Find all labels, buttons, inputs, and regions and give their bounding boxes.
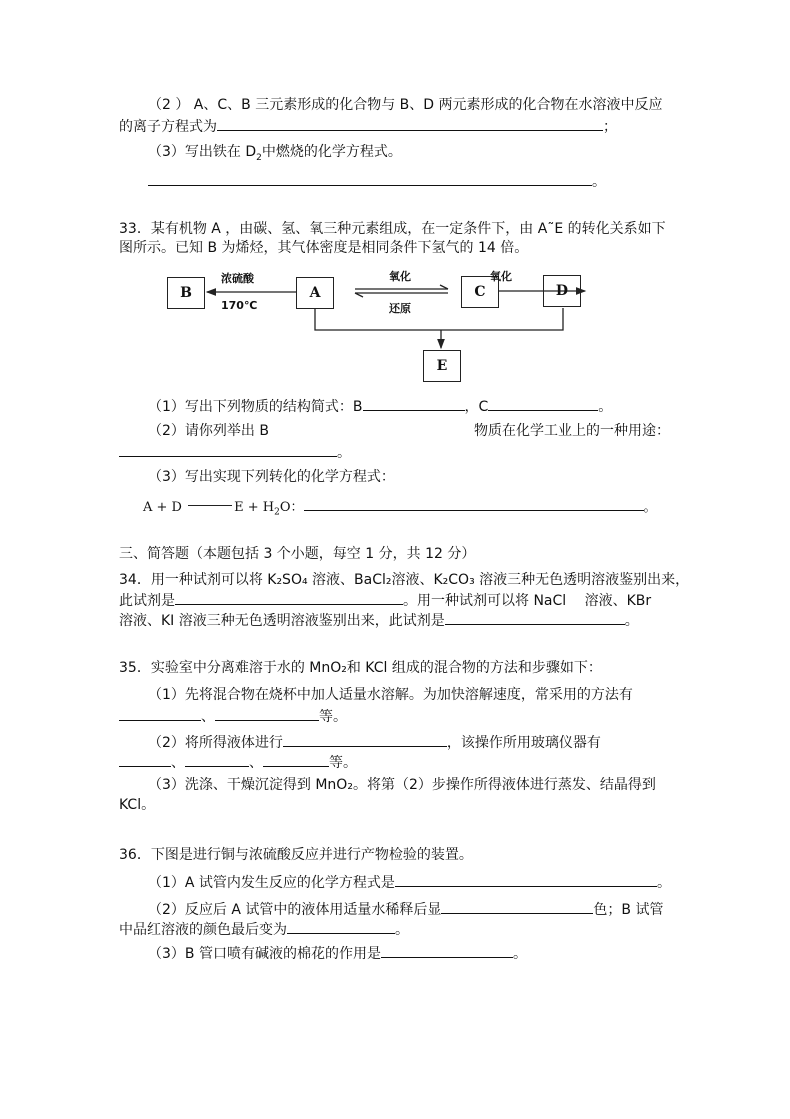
q36-text: 色；B 试管 xyxy=(593,902,664,918)
q34-text: 此试剂是 xyxy=(119,593,175,609)
q34-text: 。用一种试剂可以将 NaCl 溶液、KBr xyxy=(403,593,652,609)
answer-blank-b[interactable] xyxy=(363,396,465,411)
q35-text: ，该操作所用玻璃仪器有 xyxy=(446,735,601,751)
diagram-arrows xyxy=(0,0,790,400)
answer-blank[interactable] xyxy=(175,590,403,605)
subscript: 2 xyxy=(274,507,280,518)
q35-text: 、 xyxy=(249,755,263,771)
answer-blank[interactable] xyxy=(185,752,249,767)
box-d: D xyxy=(543,275,581,307)
equation-text: A + D xyxy=(143,500,182,515)
q35-text: 等。 xyxy=(329,755,357,771)
q35-text: （2）将所得液体进行 xyxy=(148,735,283,751)
equation-text: O： xyxy=(279,500,304,515)
q36-part1 xyxy=(148,872,671,890)
box-c: C xyxy=(461,276,499,308)
q36-part3 xyxy=(148,943,527,961)
q36-line1: 36．下图是进行铜与浓硫酸反应并进行产物检验的装置。 xyxy=(119,847,473,863)
q35-text: 、 xyxy=(171,755,185,771)
q35-part1-answer xyxy=(119,706,347,724)
q33-part3: （3）写出实现下列转化的化学方程式： xyxy=(148,469,395,485)
label-oxidation-cd: 氧化 xyxy=(490,270,512,283)
connector-a-d xyxy=(315,308,563,330)
q35-part1: （1）先将混合物在烧杯中加人适量水溶解。为加快溶解速度，常采用的方法有 xyxy=(148,687,633,703)
label-temp: 170℃ xyxy=(221,299,258,312)
q32-text: （3）写出铁在 D xyxy=(148,144,257,160)
q32-text: 中燃烧的化学方程式。 xyxy=(261,144,402,160)
q33-equation xyxy=(143,496,657,518)
q35-text: 等。 xyxy=(319,709,347,725)
q34-line1: 34．用一种试剂可以将 K₂SO₄ 溶液、BaCl₂溶液、K₂CO₃ 溶液三种无色透明溶液鉴别出来， xyxy=(119,572,690,588)
label-conc-sulfuric: 浓硫酸 xyxy=(221,272,254,285)
q34-text: 溶液、KI 溶液三种无色透明溶液鉴别出来，此试剂是 xyxy=(119,613,445,629)
answer-blank[interactable] xyxy=(287,919,395,934)
q33-line2: 图所示。已知 B 为烯烃，其气体密度是相同条件下氢气的 14 倍。 xyxy=(119,240,529,256)
q32-text: 的离子方程式为 xyxy=(119,119,217,135)
q35-part2-answer xyxy=(119,752,357,770)
box-a: A xyxy=(296,277,334,309)
q35-text: 、 xyxy=(201,709,215,725)
q36-text: （1）A 试管内发生反应的化学方程式是 xyxy=(148,875,395,891)
answer-blank[interactable] xyxy=(441,899,593,914)
equation-text: E + H xyxy=(234,500,275,515)
box-e: E xyxy=(423,350,461,382)
q36-text: （3）B 管口喷有碱液的棉花的作用是 xyxy=(148,946,381,962)
q33-text: （1）写出下列物质的结构简式：B xyxy=(148,399,363,415)
q36-text: 。 xyxy=(512,946,527,962)
answer-blank-c[interactable] xyxy=(488,396,598,411)
q33-part2a: （2）请你列举出 B xyxy=(148,423,269,439)
q33-text: 。 xyxy=(598,399,613,415)
answer-blank[interactable] xyxy=(119,752,171,767)
answer-blank[interactable] xyxy=(304,496,644,511)
q33-part1 xyxy=(148,396,612,414)
section-3-heading: 三、简答题（本题包括 3 个小题，每空 1 分，共 12 分） xyxy=(119,546,476,562)
answer-blank[interactable] xyxy=(445,610,625,625)
q33-text: ，C xyxy=(464,399,489,415)
answer-blank[interactable] xyxy=(119,706,201,721)
q35-part2 xyxy=(148,732,601,750)
q34-line3 xyxy=(119,610,639,628)
q32-part2-line1: （2 ） A、C、B 三元素形成的化合物与 B、D 两元素形成的化合物在水溶液中反应 xyxy=(148,97,663,113)
q36-text: 。 xyxy=(395,922,409,938)
q33-text: 。 xyxy=(337,445,351,461)
answer-blank[interactable] xyxy=(395,872,657,887)
q32-text: 。 xyxy=(592,174,606,190)
arrow-icon xyxy=(188,505,232,506)
answer-blank[interactable] xyxy=(283,732,447,747)
q36-text: 中品红溶液的颜色最后变为 xyxy=(119,922,287,938)
q34-text: 。 xyxy=(624,613,639,629)
q33-part2-answer xyxy=(119,442,351,460)
subscript: 2 xyxy=(256,152,262,163)
answer-blank[interactable] xyxy=(263,752,329,767)
q36-text: 。 xyxy=(656,875,671,891)
q36-part2-cont xyxy=(119,919,409,937)
q35-line1: 35．实验室中分离难溶于水的 MnO₂和 KCl 组成的混合物的方法和步骤如下： xyxy=(119,660,602,676)
answer-blank[interactable] xyxy=(215,706,319,721)
q36-text: （2）反应后 A 试管中的液体用适量水稀释后显 xyxy=(148,902,442,918)
q36-part2 xyxy=(148,899,663,917)
q33-part2b: 物质在化学工业上的一种用途： xyxy=(474,423,670,439)
q32-text: ； xyxy=(603,119,617,135)
label-oxidation: 氧化 xyxy=(389,270,411,283)
q34-line2 xyxy=(119,590,651,608)
q35-part3-cont: KCl。 xyxy=(119,797,156,813)
q35-part3: （3）洗涤、干燥沉淀得到 MnO₂。将第（2）步操作所得液体进行蒸发、结晶得到 xyxy=(148,777,656,793)
box-b: B xyxy=(167,277,205,309)
equation-text: 。 xyxy=(643,500,657,515)
answer-blank[interactable] xyxy=(381,943,513,958)
answer-blank[interactable] xyxy=(119,442,337,457)
q33-line1: 33．某有机物 A ，由碳、氢、氧三种元素组成，在一定条件下，由 A˜E 的转化关系如下 xyxy=(119,221,666,237)
label-reduction: 还原 xyxy=(389,302,411,315)
